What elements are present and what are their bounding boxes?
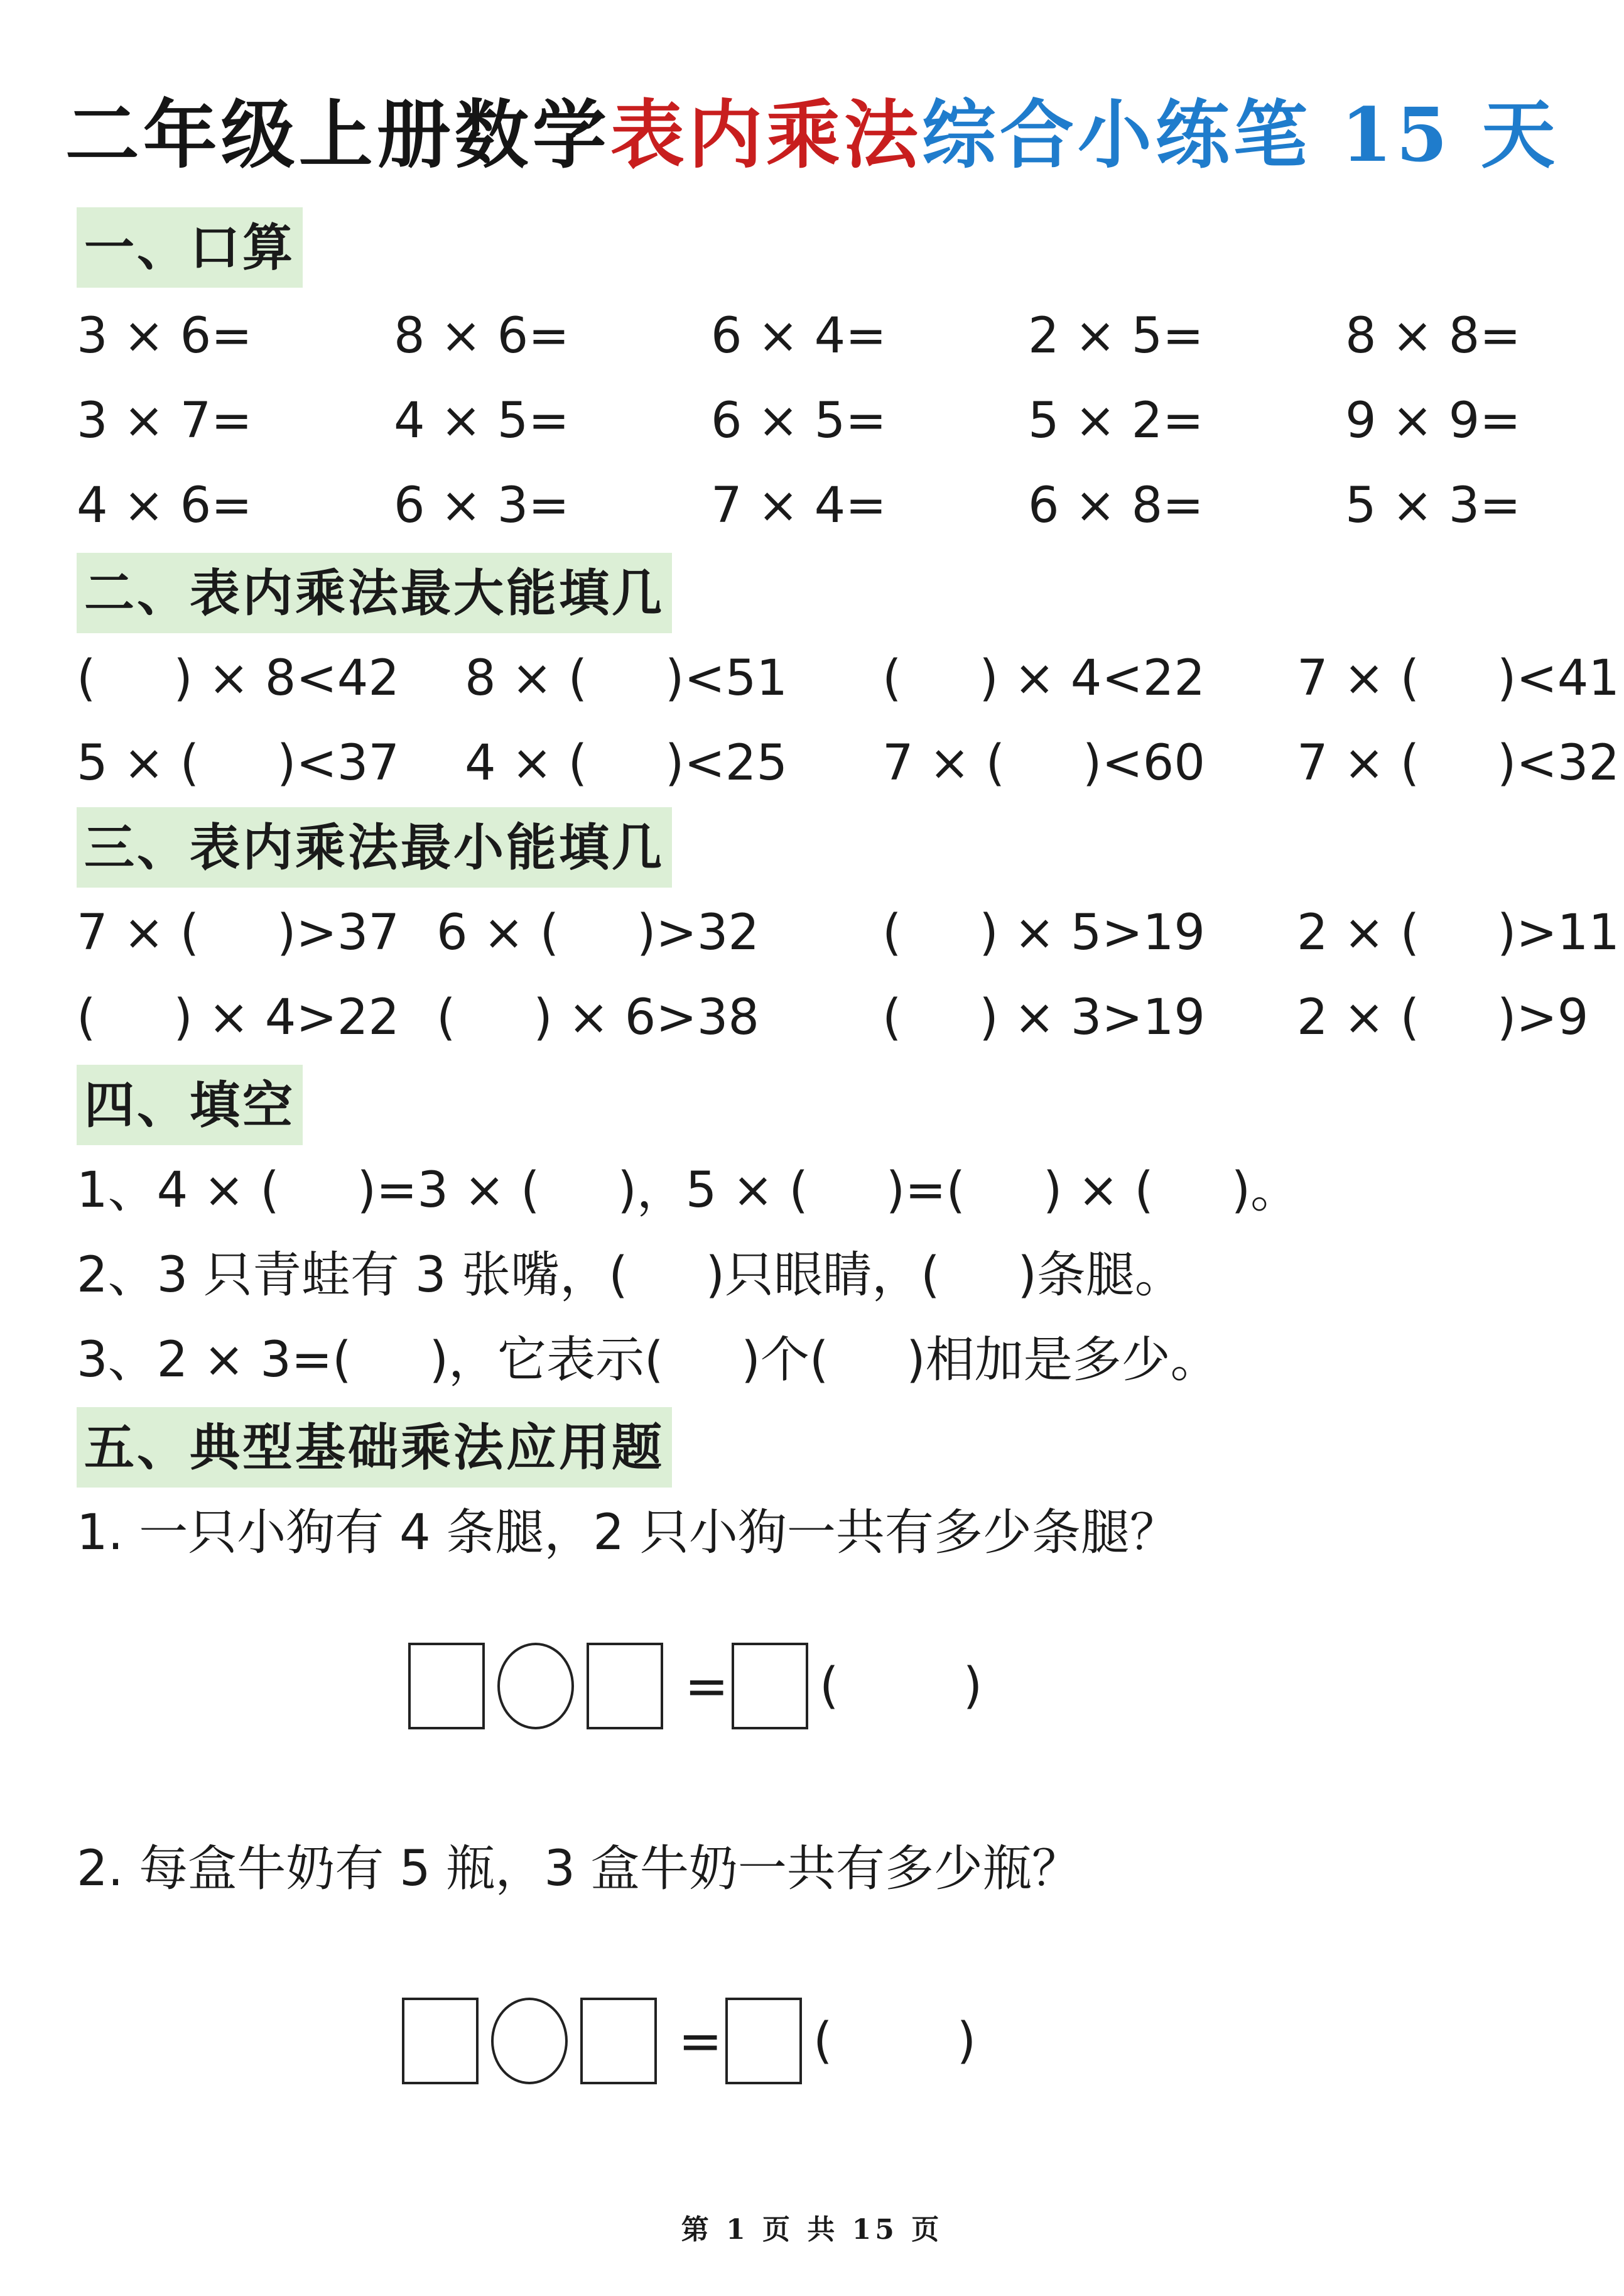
page-number-footer: 第 1 页 共 15 页 — [681, 2214, 943, 2246]
title-part-topic: 表内乘法 — [610, 91, 922, 178]
min-fill-item: 2 × ( )>9 — [1297, 989, 1589, 1046]
unit-paren: ( ) — [813, 2013, 977, 2069]
oral-calc-item: 6 × 5= — [711, 393, 887, 449]
answer-box[interactable] — [402, 1998, 479, 2084]
section-heading-oral-calc: 一、口算 — [77, 207, 303, 288]
fill-blank-item-2: 2、3 只青蛙有 3 张嘴，( )只眼睛，( )条腿。 — [77, 1247, 1184, 1303]
fill-blank-item-1: 1、4 × ( )=3 × ( )，5 × ( )=( ) × ( )。 — [77, 1162, 1300, 1219]
oral-calc-row — [0, 302, 1624, 371]
oral-calc-item: 5 × 2= — [1028, 393, 1204, 449]
max-fill-item: 7 × ( )<41 — [1297, 650, 1620, 707]
section-heading-max-fill: 二、表内乘法最大能填几 — [77, 553, 672, 633]
oral-calc-item: 7 × 4= — [711, 477, 887, 534]
operator-circle[interactable] — [497, 1643, 574, 1729]
operator-circle[interactable] — [491, 1998, 568, 2084]
oral-calc-item: 4 × 5= — [394, 393, 570, 449]
max-fill-row — [0, 729, 1624, 798]
oral-calc-item: 6 × 8= — [1028, 477, 1204, 534]
section-heading-min-fill: 三、表内乘法最小能填几 — [77, 807, 672, 888]
min-fill-item: 7 × ( )>37 — [77, 905, 400, 961]
oral-calc-item: 4 × 6= — [77, 477, 252, 534]
result-box[interactable] — [732, 1643, 808, 1729]
max-fill-item: ( ) × 4<22 — [882, 650, 1206, 707]
equals-sign: = — [685, 1655, 729, 1717]
equals-sign: = — [678, 2010, 723, 2072]
unit-paren: ( ) — [820, 1658, 983, 1714]
max-fill-item: 5 × ( )<37 — [77, 735, 400, 792]
answer-box[interactable] — [408, 1643, 485, 1729]
max-fill-item: 4 × ( )<25 — [465, 735, 788, 792]
min-fill-item: 2 × ( )>11 — [1297, 905, 1620, 961]
word-problem-1-question: 1. 一只小狗有 4 条腿，2 只小狗一共有多少条腿？ — [77, 1504, 1179, 1561]
oral-calc-item: 6 × 4= — [711, 308, 887, 364]
title-part-grade: 二年级上册数学 — [65, 91, 610, 178]
oral-calc-item: 6 × 3= — [394, 477, 570, 534]
answer-box[interactable] — [587, 1643, 663, 1729]
oral-calc-item: 8 × 6= — [394, 308, 570, 364]
title-part-series: 综合小练笔 15 天 — [921, 91, 1559, 178]
max-fill-item: ( ) × 8<42 — [77, 650, 400, 707]
min-fill-item: ( ) × 6>38 — [436, 989, 760, 1046]
max-fill-item: 7 × ( )<32 — [1297, 735, 1620, 792]
min-fill-item: ( ) × 3>19 — [882, 989, 1206, 1046]
min-fill-item: 6 × ( )>32 — [436, 905, 760, 961]
max-fill-item: 7 × ( )<60 — [882, 735, 1206, 792]
word-problem-1-equation — [408, 1643, 983, 1737]
min-fill-item: ( ) × 4>22 — [77, 989, 400, 1046]
oral-calc-item: 3 × 6= — [77, 308, 252, 364]
oral-calc-item: 8 × 8= — [1345, 308, 1521, 364]
word-problem-2-question: 2. 每盒牛奶有 5 瓶，3 盒牛奶一共有多少瓶？ — [77, 1841, 1081, 1897]
section-heading-word-problems: 五、典型基础乘法应用题 — [77, 1407, 672, 1488]
page-title — [0, 88, 1624, 182]
oral-calc-row — [0, 386, 1624, 455]
oral-calc-item: 2 × 5= — [1028, 308, 1204, 364]
oral-calc-item: 9 × 9= — [1345, 393, 1521, 449]
word-problem-2-equation — [402, 1998, 977, 2092]
min-fill-row — [0, 898, 1624, 967]
min-fill-item: ( ) × 5>19 — [882, 905, 1206, 961]
min-fill-row — [0, 983, 1624, 1052]
max-fill-row — [0, 644, 1624, 713]
answer-box[interactable] — [580, 1998, 657, 2084]
section-heading-fill-blank: 四、填空 — [77, 1065, 303, 1145]
oral-calc-item: 3 × 7= — [77, 393, 252, 449]
max-fill-item: 8 × ( )<51 — [465, 650, 788, 707]
fill-blank-item-3: 3、2 × 3=( )，它表示( )个( )相加是多少。 — [77, 1332, 1220, 1388]
oral-calc-row — [0, 471, 1624, 540]
result-box[interactable] — [725, 1998, 802, 2084]
oral-calc-item: 5 × 3= — [1345, 477, 1521, 534]
